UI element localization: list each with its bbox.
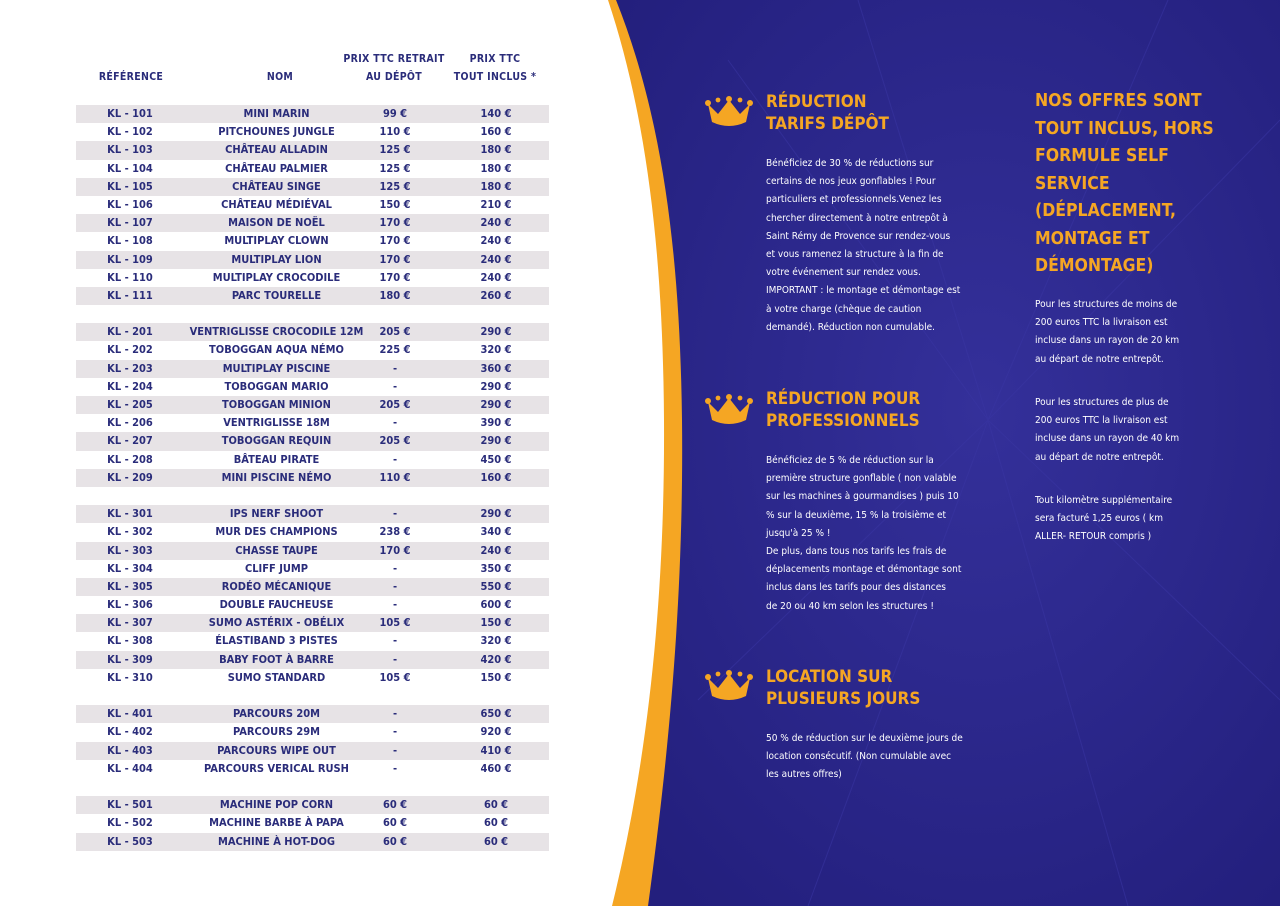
- cell-reference: KL - 308: [107, 634, 153, 648]
- cell-reference: KL - 110: [107, 270, 153, 284]
- cell-nom: BÂTEAU PIRATE: [233, 452, 320, 466]
- cell-reference: KL - 306: [107, 598, 153, 612]
- cell-reference: KL - 303: [107, 543, 153, 557]
- title-line: DÉMONTAGE): [1035, 256, 1154, 276]
- cell-reference: KL - 207: [107, 434, 153, 448]
- table-row: [76, 651, 549, 669]
- header-prix-retrait-line1: PRIX TTC RETRAIT: [343, 53, 445, 65]
- header-prix-tout-inclus-line2: TOUT INCLUS *: [453, 71, 537, 83]
- cell-reference: KL - 204: [107, 379, 153, 393]
- crown-icon: [704, 392, 754, 426]
- text-line: à votre charge (chèque de caution: [766, 303, 922, 315]
- text-livraison-40km: [1035, 394, 1225, 467]
- table-row: [76, 287, 549, 305]
- title-location: [766, 666, 920, 710]
- cell-prix-retrait: 105 €: [379, 616, 411, 630]
- text-line: Tout kilomètre supplémentaire: [1035, 495, 1173, 506]
- cell-nom: CHÂTEAU SINGE: [232, 179, 321, 193]
- cell-prix-tout-inclus: 290 €: [480, 325, 512, 339]
- cell-prix-retrait: -: [392, 725, 398, 739]
- table-row: [76, 796, 549, 814]
- group-separator: [76, 778, 549, 796]
- cell-prix-tout-inclus: 150 €: [480, 670, 512, 684]
- cell-reference: KL - 309: [107, 652, 153, 666]
- text-line: votre événement sur rendez vous.: [766, 267, 921, 279]
- group-separator: [76, 687, 549, 705]
- text-line: Saint Rémy de Provence sur rendez-vous: [766, 230, 951, 242]
- text-line: première structure gonflable ( non valable: [766, 473, 957, 485]
- cell-reference: KL - 404: [107, 761, 153, 775]
- text-km-supplementaire: [1035, 492, 1225, 547]
- table-row: [76, 141, 549, 159]
- group-separator: [76, 487, 549, 505]
- cell-reference: KL - 202: [107, 343, 153, 357]
- table-row: [76, 614, 549, 632]
- cell-reference: KL - 105: [107, 179, 153, 193]
- table-row: [76, 760, 549, 778]
- cell-nom: MULTIPLAY CROCODILE: [212, 270, 341, 284]
- title-line: SERVICE: [1035, 173, 1110, 194]
- cell-prix-tout-inclus: 290 €: [480, 398, 512, 411]
- text-line: demandé). Réduction non cumulable.: [766, 321, 935, 333]
- cell-prix-retrait: -: [392, 452, 398, 466]
- cell-reference: KL - 402: [107, 725, 153, 739]
- text-line: location consécutif. (Non cumulable avec: [766, 751, 952, 763]
- table-row: [76, 123, 549, 141]
- table-row: [76, 669, 549, 687]
- cell-prix-tout-inclus: 460 €: [480, 761, 512, 775]
- cell-nom: VENTRIGLISSE 18M: [223, 416, 330, 430]
- table-row: [76, 742, 549, 760]
- cell-nom: PARCOURS 20M: [232, 707, 321, 721]
- cell-nom: RODÉO MÉCANIQUE: [221, 579, 332, 593]
- cell-reference: KL - 104: [107, 161, 153, 175]
- text-line: incluse dans un rayon de 20 km: [1035, 335, 1180, 347]
- title-location-line2: PLUSIEURS JOURS: [766, 689, 921, 709]
- cell-prix-retrait: -: [392, 507, 398, 521]
- cell-prix-tout-inclus: 550 €: [480, 579, 512, 593]
- cell-reference: KL - 205: [107, 398, 153, 411]
- cell-prix-retrait: -: [392, 598, 398, 612]
- table-row: [76, 432, 549, 450]
- cell-prix-tout-inclus: 360 €: [480, 361, 512, 375]
- cell-nom: MAISON DE NOËL: [228, 216, 325, 230]
- cell-prix-tout-inclus: 240 €: [480, 216, 512, 230]
- cell-reference: KL - 111: [107, 288, 153, 302]
- crown-icon: [704, 94, 754, 128]
- cell-prix-tout-inclus: 390 €: [480, 416, 512, 430]
- cell-nom: DOUBLE FAUCHEUSE: [219, 598, 334, 612]
- cell-prix-tout-inclus: 920 €: [480, 725, 512, 739]
- table-row: [76, 269, 549, 287]
- text-livraison-20km: [1035, 296, 1225, 369]
- cell-nom: CLIFF JUMP: [244, 561, 309, 575]
- text-line: inclus dans les tarifs pour des distances: [766, 582, 946, 594]
- cell-prix-retrait: -: [392, 561, 398, 575]
- cell-prix-retrait: -: [392, 416, 398, 430]
- text-line: 50 % de réduction sur le deuxième jours de: [766, 733, 963, 744]
- cell-prix-retrait: -: [392, 743, 398, 757]
- text-line: les autres offres): [766, 769, 842, 781]
- cell-prix-retrait: 205 €: [379, 398, 411, 411]
- text-line: incluse dans un rayon de 40 km: [1035, 433, 1180, 445]
- cell-prix-tout-inclus: 420 €: [480, 652, 512, 666]
- cell-prix-retrait: 170 €: [379, 216, 411, 230]
- title-line: TOUT INCLUS, HORS: [1035, 118, 1214, 139]
- cell-reference: KL - 310: [107, 670, 153, 684]
- cell-prix-tout-inclus: 290 €: [480, 434, 512, 448]
- cell-nom: SUMO ASTÉRIX - OBÉLIX: [208, 616, 345, 630]
- table-row: [76, 596, 549, 614]
- cell-reference: KL - 108: [107, 234, 153, 248]
- cell-nom: MACHINE À HOT-DOG: [217, 834, 335, 848]
- cell-reference: KL - 302: [107, 525, 153, 539]
- cell-prix-retrait: 170 €: [379, 270, 411, 284]
- cell-nom: CHÂTEAU MÉDIÉVAL: [221, 197, 332, 211]
- cell-nom: SUMO STANDARD: [227, 670, 326, 684]
- title-line: FORMULE SELF: [1035, 146, 1169, 166]
- cell-reference: KL - 403: [107, 743, 153, 757]
- table-row: [76, 160, 549, 178]
- cell-prix-tout-inclus: 160 €: [480, 470, 512, 484]
- cell-nom: PITCHOUNES JUNGLE: [218, 125, 335, 139]
- text-line: au départ de notre entrepôt.: [1035, 353, 1164, 365]
- table-row: [76, 578, 549, 596]
- header-prix-retrait-line2: AU DÉPÔT: [365, 71, 423, 83]
- title-reduction-depot-line1: RÉDUCTION: [766, 92, 867, 112]
- cell-nom: MACHINE BARBE À PAPA: [209, 816, 344, 830]
- table-row: [76, 523, 549, 541]
- cell-prix-retrait: 225 €: [379, 343, 411, 357]
- cell-prix-tout-inclus: 600 €: [480, 598, 512, 612]
- text-line: IMPORTANT : le montage et démontage est: [766, 285, 961, 297]
- table-row: [76, 396, 549, 414]
- cell-prix-retrait: 205 €: [379, 434, 411, 448]
- cell-nom: PARCOURS WIPE OUT: [217, 743, 336, 757]
- cell-prix-tout-inclus: 240 €: [480, 543, 512, 557]
- title-reduction-depot-line2: TARIFS DÉPÔT: [766, 114, 889, 134]
- cell-prix-retrait: 60 €: [382, 816, 408, 830]
- title-line: MONTAGE ET: [1035, 228, 1150, 249]
- table-row: [76, 196, 549, 214]
- table-row: [76, 378, 549, 396]
- text-line: déplacements montage et démontage sont: [766, 564, 962, 576]
- cell-reference: KL - 201: [107, 325, 153, 339]
- cell-prix-retrait: 110 €: [379, 470, 411, 484]
- text-line: Pour les structures de moins de: [1035, 299, 1178, 310]
- cell-prix-retrait: 125 €: [379, 143, 411, 157]
- cell-prix-retrait: 170 €: [379, 252, 411, 266]
- cell-reference: KL - 501: [107, 798, 153, 812]
- cell-prix-retrait: -: [392, 634, 398, 648]
- cell-reference: KL - 109: [107, 252, 153, 266]
- cell-prix-retrait: 170 €: [379, 543, 411, 557]
- group-separator: [76, 305, 549, 323]
- cell-prix-retrait: 105 €: [379, 670, 411, 684]
- text-line: Pour les structures de plus de: [1035, 397, 1169, 408]
- cell-reference: KL - 305: [107, 579, 153, 593]
- text-reduction-depot: [766, 155, 976, 337]
- cell-nom: PARCOURS VERICAL RUSH: [204, 761, 349, 775]
- cell-prix-retrait: -: [392, 361, 398, 375]
- cell-prix-retrait: 180 €: [379, 288, 411, 302]
- cell-prix-tout-inclus: 320 €: [480, 343, 512, 357]
- cell-prix-tout-inclus: 160 €: [480, 125, 512, 139]
- cell-reference: KL - 503: [107, 834, 153, 848]
- crown-icon: [704, 668, 754, 702]
- cell-prix-tout-inclus: 60 €: [483, 798, 509, 812]
- cell-prix-retrait: 125 €: [379, 161, 411, 175]
- cell-prix-retrait: -: [392, 652, 398, 666]
- cell-nom: TOBOGGAN MARIO: [224, 379, 329, 393]
- cell-reference: KL - 301: [107, 507, 153, 521]
- title-location-line1: LOCATION SUR: [766, 667, 893, 687]
- cell-nom: MULTIPLAY PISCINE: [222, 361, 331, 375]
- cell-reference: KL - 103: [107, 143, 153, 157]
- table-row: [76, 542, 549, 560]
- text-reduction-pro: [766, 452, 976, 616]
- cell-nom: TOBOGGAN REQUIN: [221, 434, 332, 448]
- text-line: jusqu'à 25 % !: [766, 527, 831, 539]
- header-prix-retrait: [340, 50, 448, 86]
- cell-prix-tout-inclus: 180 €: [480, 179, 512, 193]
- cell-reference: KL - 401: [107, 707, 153, 721]
- cell-nom: CHÂTEAU ALLADIN: [225, 143, 328, 157]
- cell-reference: KL - 206: [107, 416, 153, 430]
- cell-prix-tout-inclus: 290 €: [480, 507, 512, 521]
- title-line: NOS OFFRES SONT: [1035, 91, 1202, 111]
- cell-nom: ÉLASTIBAND 3 PISTES: [215, 634, 338, 648]
- cell-nom: MUR DES CHAMPIONS: [215, 525, 338, 539]
- table-row: [76, 723, 549, 741]
- table-row: [76, 341, 549, 359]
- cell-prix-tout-inclus: 140 €: [480, 107, 512, 120]
- header-nom: NOM: [266, 71, 294, 83]
- cell-reference: KL - 307: [107, 616, 153, 630]
- cell-nom: PARCOURS 29M: [232, 725, 321, 739]
- cell-prix-tout-inclus: 240 €: [480, 270, 512, 284]
- cell-prix-retrait: -: [392, 707, 398, 721]
- table-row: [76, 232, 549, 250]
- cell-prix-retrait: -: [392, 579, 398, 593]
- cell-prix-tout-inclus: 340 €: [480, 525, 512, 539]
- text-location: [766, 730, 976, 785]
- table-row: [76, 469, 549, 487]
- table-row: [76, 323, 549, 341]
- text-line: particuliers et professionnels.Venez les: [766, 194, 942, 206]
- cell-prix-tout-inclus: 410 €: [480, 743, 512, 757]
- title-reduction-depot: [766, 91, 889, 135]
- cell-prix-tout-inclus: 150 €: [480, 616, 512, 630]
- cell-nom: MACHINE POP CORN: [219, 798, 334, 812]
- cell-reference: KL - 102: [107, 125, 153, 139]
- cell-nom: VENTRIGLISSE CROCODILE 12M: [189, 325, 364, 339]
- cell-prix-tout-inclus: 290 €: [480, 379, 512, 393]
- cell-prix-tout-inclus: 240 €: [480, 252, 512, 266]
- price-list-page: [0, 0, 620, 906]
- cell-prix-tout-inclus: 60 €: [483, 834, 509, 848]
- cell-nom: MULTIPLAY LION: [231, 252, 322, 266]
- title-line: (DÉPLACEMENT,: [1035, 201, 1176, 221]
- table-row: [76, 105, 549, 123]
- cell-prix-retrait: 170 €: [379, 234, 411, 248]
- cell-prix-tout-inclus: 650 €: [480, 707, 512, 721]
- text-line: ALLER- RETOUR compris ): [1035, 531, 1152, 543]
- cell-nom: CHASSE TAUPE: [235, 543, 318, 557]
- text-line: au départ de notre entrepôt.: [1035, 451, 1164, 463]
- table-row: [76, 505, 549, 523]
- table-row: [76, 214, 549, 232]
- title-reduction-pro-line1: RÉDUCTION POUR: [766, 389, 921, 409]
- cell-nom: PARC TOURELLE: [231, 288, 322, 302]
- cell-prix-retrait: 238 €: [379, 525, 411, 539]
- text-line: De plus, dans tous nos tarifs les frais de: [766, 546, 947, 558]
- header-prix-tout-inclus: [450, 50, 540, 86]
- text-line: et vous ramenez la structure à la fin de: [766, 249, 944, 261]
- text-line: de 20 ou 40 km selon les structures !: [766, 600, 934, 612]
- cell-prix-tout-inclus: 260 €: [480, 288, 512, 302]
- cell-prix-tout-inclus: 350 €: [480, 561, 512, 575]
- text-line: chercher directement à notre entrepôt à: [766, 212, 948, 224]
- cell-reference: KL - 107: [107, 216, 153, 230]
- text-line: sur les machines à gourmandises ) puis 10: [766, 491, 959, 503]
- cell-prix-tout-inclus: 60 €: [483, 816, 509, 830]
- cell-prix-tout-inclus: 450 €: [480, 452, 512, 466]
- text-line: Bénéficiez de 5 % de réduction sur la: [766, 455, 934, 466]
- header-prix-tout-inclus-line1: PRIX TTC: [469, 53, 521, 65]
- title-nos-offres: [1035, 88, 1215, 281]
- table-row: [76, 833, 549, 851]
- cell-prix-retrait: 60 €: [382, 798, 408, 812]
- cell-prix-retrait: -: [392, 761, 398, 775]
- cell-reference: KL - 502: [107, 816, 153, 830]
- table-row: [76, 560, 549, 578]
- title-reduction-pro-line2: PROFESSIONNELS: [766, 411, 920, 431]
- table-row: [76, 814, 549, 832]
- cell-reference: KL - 203: [107, 361, 153, 375]
- cell-nom: BABY FOOT À BARRE: [219, 652, 334, 666]
- text-line: certains de nos jeux gonflables ! Pour: [766, 176, 936, 188]
- cell-nom: CHÂTEAU PALMIER: [225, 161, 328, 175]
- info-panel: [608, 0, 1280, 906]
- text-line: sera facturé 1,25 euros ( km: [1035, 513, 1163, 525]
- cell-prix-tout-inclus: 180 €: [480, 143, 512, 157]
- cell-prix-retrait: 150 €: [379, 197, 411, 211]
- table-row: [76, 414, 549, 432]
- cell-nom: IPS NERF SHOOT: [229, 507, 324, 521]
- table-row: [76, 705, 549, 723]
- cell-prix-tout-inclus: 180 €: [480, 161, 512, 175]
- cell-nom: MINI MARIN: [243, 107, 310, 120]
- cell-prix-tout-inclus: 320 €: [480, 634, 512, 648]
- cell-prix-retrait: 99 €: [382, 107, 408, 120]
- cell-reference: KL - 208: [107, 452, 153, 466]
- cell-nom: TOBOGGAN AQUA NÉMO: [209, 343, 344, 357]
- cell-prix-tout-inclus: 240 €: [480, 234, 512, 248]
- text-line: 200 euros TTC la livraison est: [1035, 415, 1168, 427]
- cell-prix-retrait: 205 €: [379, 325, 411, 339]
- cell-prix-retrait: -: [392, 379, 398, 393]
- cell-reference: KL - 209: [107, 470, 153, 484]
- text-line: 200 euros TTC la livraison est: [1035, 317, 1168, 329]
- cell-nom: TOBOGGAN MINION: [222, 398, 331, 411]
- table-row: [76, 632, 549, 650]
- cell-prix-tout-inclus: 210 €: [480, 197, 512, 211]
- header-reference: RÉFÉRENCE: [98, 71, 164, 83]
- table-row: [76, 251, 549, 269]
- cell-reference: KL - 304: [107, 561, 153, 575]
- table-row: [76, 360, 549, 378]
- price-table: [76, 105, 549, 851]
- cell-nom: MULTIPLAY CLOWN: [224, 234, 329, 248]
- text-line: % sur la deuxième, 15 % la troisième et: [766, 509, 947, 521]
- cell-reference: KL - 101: [107, 107, 153, 120]
- cell-prix-retrait: 110 €: [379, 125, 411, 139]
- cell-reference: KL - 106: [107, 197, 153, 211]
- cell-prix-retrait: 125 €: [379, 179, 411, 193]
- table-row: [76, 451, 549, 469]
- title-reduction-pro: [766, 388, 920, 432]
- cell-prix-retrait: 60 €: [382, 834, 408, 848]
- cell-nom: MINI PISCINE NÉMO: [221, 470, 332, 484]
- text-line: Bénéficiez de 30 % de réductions sur: [766, 158, 934, 169]
- table-row: [76, 178, 549, 196]
